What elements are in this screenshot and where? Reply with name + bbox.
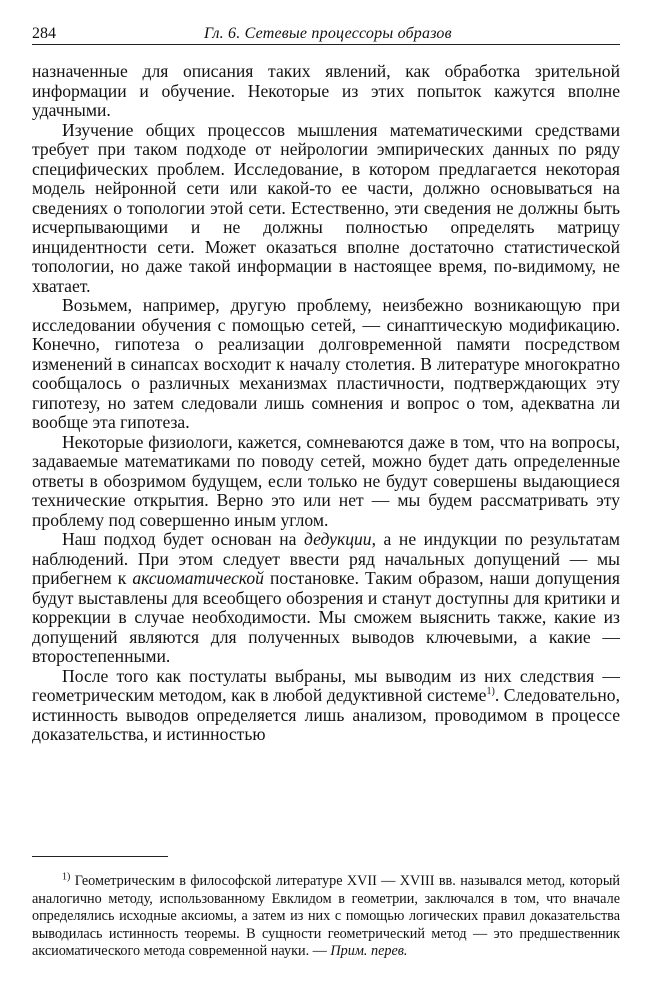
body-text xyxy=(32,62,620,745)
paragraph-text: Изучение общих процессов мышления математическими средствами требует при таком подходе от нейрологии эмпирических данных по ряду специфических проблем. Исследование, в котором предлагается некоторая модель нейронной сети или какой-то ее части, должно основываться на сведениях о топологии этой сети. Естественно, эти сведения не должны быть исчерпывающими и не должны полностью определять матрицу инцидентности сети. Может оказаться вполне достаточно статистической топологии, но даже такой информации в настоящее время, по-видимому, не хватает. xyxy=(32,119,620,296)
paragraph xyxy=(32,433,620,531)
footnote-rule xyxy=(32,856,168,857)
paragraph-text: , а не индукции по результатам наблюдений. При этом следует ввести ряд начальных допущений — мы прибегнем к xyxy=(32,529,621,588)
paragraph-text: постановке. Таким образом, наши допущения будут выставлены для всеобщего обозрения и станут доступны для критики и коррекции в случае необходимости. Мы сможем выяснить также, какие из допущений являются для полученных выводов ключевыми, а какие — второстепенными. xyxy=(32,568,621,666)
paragraph-text: Возьмем, например, другую проблему, неизбежно возникающую при исследовании обучения с помощью сетей, — синаптическую модификацию. Конечно, гипотеза о реализации долговременной памяти посредством изменений в синапсах восходит к началу столетия. В литературе многократно сообщалось о различных механизмах пластичности, подтверждающих эту гипотезу, но затем следовали лишь сомнения и вопрос о том, адекватна ли вообще эта гипотеза. xyxy=(32,295,620,432)
paragraph-text: . Следовательно, истинность выводов определяется лишь анализом, проводимом в процессе доказательства, и истинностью xyxy=(32,685,620,744)
paragraph xyxy=(32,530,620,667)
page-number: 284 xyxy=(32,25,56,42)
footnote-ref: 1) xyxy=(486,686,495,698)
paragraph-text: Некоторые физиологи, кажется, сомневаются даже в том, что на вопросы, задаваемые математиками по поводу сетей, можно будет дать определенные ответы в обозримом будущем, если только не будут совершены выдающиеся технические открытия. Верно это или нет — мы будем рассматривать эту проблему под совершенно иным углом. xyxy=(32,431,620,530)
footnote-text: Геометрическим в философской литературе XVII — XVIII вв. назывался метод, который аналогично методу, использованному Евклидом в геометрии, заключался в том, что вначале определялись исходные аксиомы, а затем из них с помощью логических правил доказательства выводилась истинность теоремы. В сущности геометрический метод — это предшественник аксиоматического метода современной науки. — xyxy=(32,873,620,959)
page-header xyxy=(32,22,620,45)
paragraph xyxy=(32,667,620,745)
paragraph-text: После того как постулаты выбраны, мы выводим из них следствия — геометрическим методом, как в любой дедуктивной системе xyxy=(32,665,620,705)
translator-note: Прим. перев. xyxy=(330,943,408,959)
paragraph-text: назначенные для описания таких явлений, как обработка зрительной информации и обучение. Некоторые из этих попыток кажутся вполне удачными. xyxy=(32,61,620,120)
paragraph-text: Наш подход будет основан на xyxy=(62,529,305,549)
footnote-marker: 1) xyxy=(62,871,71,883)
emphasis-text: аксиоматической xyxy=(132,568,264,588)
emphasis-text: дедукции xyxy=(304,529,372,549)
paragraph xyxy=(32,62,620,121)
footnote xyxy=(32,873,620,961)
running-title: Гл. 6. Сетевые процессоры образов xyxy=(204,25,452,42)
paragraph xyxy=(32,296,620,433)
paragraph xyxy=(32,121,620,297)
